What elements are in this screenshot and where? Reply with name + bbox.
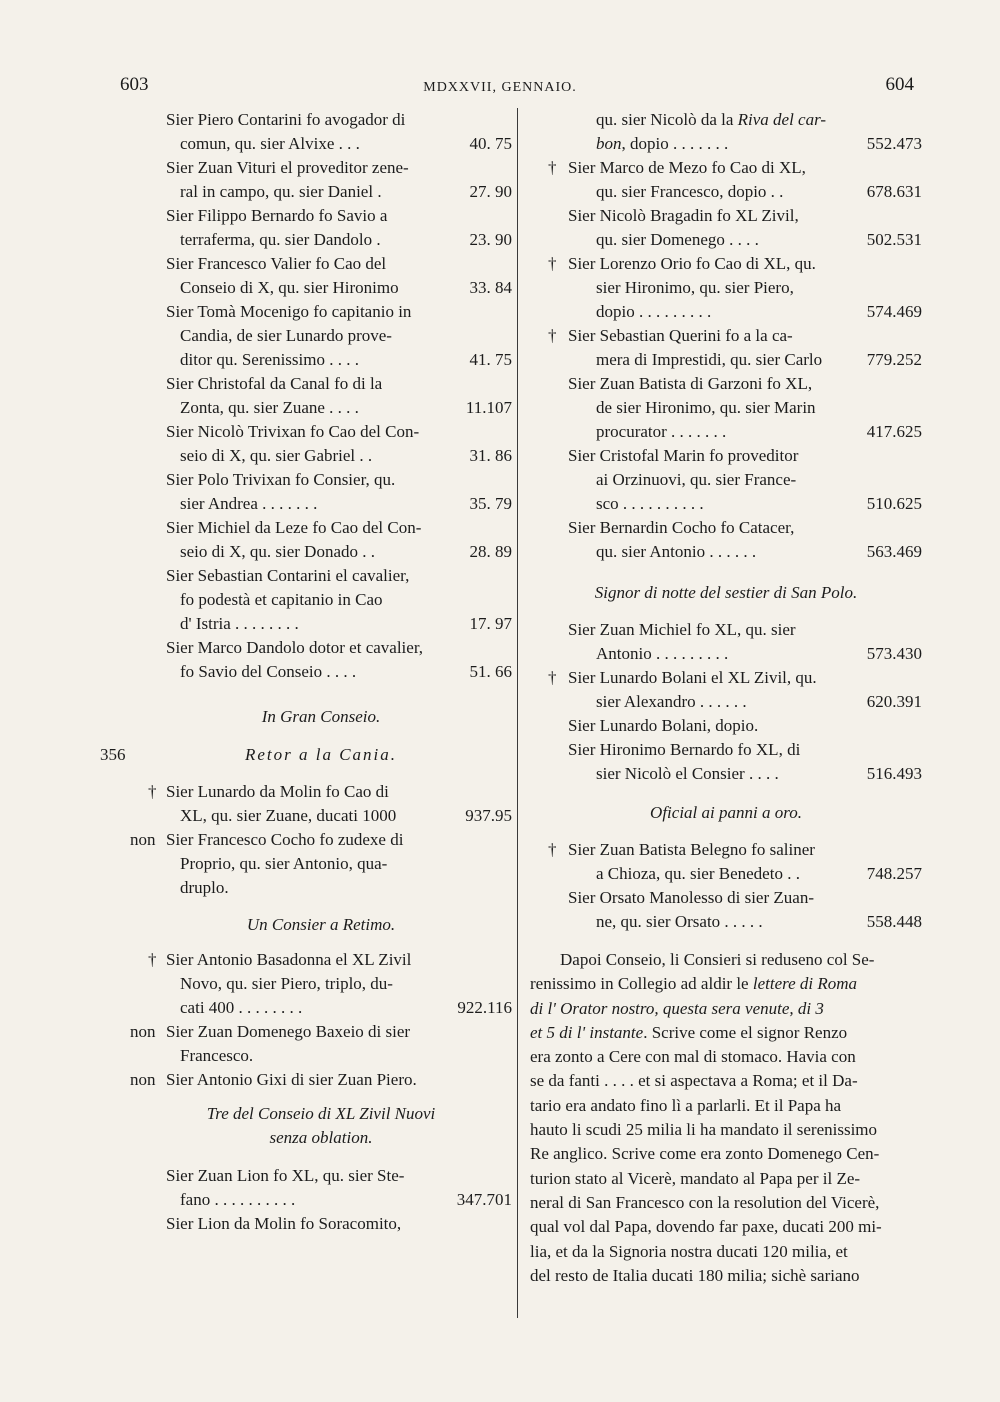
list-item	[530, 252, 922, 324]
entry-amount: 31. 86	[469, 446, 512, 465]
list-item	[130, 1164, 512, 1212]
list-item	[530, 738, 922, 786]
entry-amount: 417.625	[866, 422, 922, 441]
entry-line: Antonio . . . . . . . . . 573.430	[530, 642, 922, 666]
list-item	[130, 420, 512, 468]
section-heading: senza oblation.	[269, 1128, 373, 1147]
entry-amount: 35. 79	[469, 494, 512, 513]
left-column	[100, 108, 512, 1236]
entry-amount: 922.116	[457, 998, 512, 1017]
entry-amount: 40. 75	[469, 134, 512, 153]
entry-amount: 558.448	[866, 912, 922, 931]
entry-amount: 28. 89	[469, 542, 512, 561]
entry-line: Sier Cristofal Marin fo proveditor	[568, 446, 799, 465]
entry-line: Sier Lion da Molin fo Soracomito,	[166, 1214, 402, 1233]
list-item	[530, 886, 922, 934]
right-column	[530, 108, 922, 1288]
entry-line: Sier Zuan Michiel fo XL, qu. sier	[568, 620, 796, 639]
section-heading: In Gran Conseio.	[261, 707, 381, 726]
entry-line: ral in campo, qu. sier Daniel . 27. 90	[130, 180, 512, 204]
entry-line: Sier Hironimo Bernardo fo XL, di	[568, 740, 801, 759]
list-item	[130, 204, 512, 252]
entry-line: Proprio, qu. sier Antonio, qua-	[180, 854, 388, 873]
entry-amount: 552.473	[866, 134, 922, 153]
entry-line: mera di Imprestidi, qu. sier Carlo 779.252	[530, 348, 922, 372]
entry-amount: 51. 66	[469, 662, 512, 681]
entry-line: Sier Francesco Valier fo Cao del	[166, 254, 387, 273]
entry-line: sier Nicolò el Consier . . . . 516.493	[530, 762, 922, 786]
elected-mark: †	[548, 840, 557, 859]
elected-mark: †	[548, 326, 557, 345]
entry-line: qu. sier Domenego . . . . 502.531	[530, 228, 922, 252]
entry-amount: 510.625	[866, 494, 922, 513]
entry-line: d' Istria . . . . . . . . 17. 97	[130, 612, 512, 636]
margin-number: 356	[100, 745, 126, 764]
entry-line: Sier Orsato Manolesso di sier Zuan-	[568, 888, 814, 907]
entry-amount: 620.391	[866, 692, 922, 711]
entry-line: de sier Hironimo, qu. sier Marin	[596, 398, 816, 417]
entry-line: druplo.	[180, 878, 229, 897]
entry-line: ne, qu. sier Orsato . . . . . 558.448	[530, 910, 922, 934]
entry-line: ai Orzinuovi, qu. sier France-	[596, 470, 797, 489]
body-paragraph: Dapoi Conseio, li Consieri si reduseno col Se- renissimo in Collegio ad aldir le lettere di Roma di l' Orator nostro, questa sera venute, di 3 et 5 di l' instante. Scrive come el signor Renzo era zonto a Cere con mal di stomaco. Havia con se da fanti . . . . et si aspectava a Roma; et il Da- tario era andato fino lì a parlarli. Et il Papa ha hauto li scudi 25 milia li ha mandato il serenissimo Re anglico. Scrive come era zonto Domenego Cen- turion stato al Vicerè, mandato al Papa per il Ze- neral di San Francesco con la resolution del Vicerè, qual vol dal Papa, dovendo far paxe, ducati 200 mi- lia, et da la Signoria nostra ducati 120 milia, et del resto de Italia ducati 180 milia; sichè sariano	[530, 950, 882, 1285]
entry-line: † Sier Antonio Basadonna el XL Zivil	[130, 948, 512, 972]
entry-line: sier Hironimo, qu. sier Piero,	[596, 278, 794, 297]
entry-line: Sier Marco Dandolo dotor et cavalier,	[166, 638, 424, 657]
entry-line: sco . . . . . . . . . . 510.625	[530, 492, 922, 516]
entry-line: a Chioza, qu. sier Benedeto . . 748.257	[530, 862, 922, 886]
section-heading: Signor di notte del sestier di San Polo.	[594, 583, 858, 602]
entry-line: Sier Tomà Mocenigo fo capitanio in	[166, 302, 412, 321]
column-divider	[517, 108, 518, 1318]
entry-amount: 779.252	[866, 350, 922, 369]
section-heading: Tre del Conseio di XL Zivil Nuovi	[206, 1104, 436, 1123]
entry-line: qu. sier Nicolò da la Riva del car-	[596, 110, 827, 129]
list-item	[530, 666, 922, 714]
list-item	[530, 204, 922, 252]
list-item	[130, 108, 512, 156]
entry-line: Zonta, qu. sier Zuane . . . . 11.107	[130, 396, 512, 420]
entry-line: qu. sier Antonio . . . . . . 563.469	[530, 540, 922, 564]
entry-line: Sier Bernardin Cocho fo Catacer,	[568, 518, 795, 537]
list-item	[530, 108, 922, 156]
entry-line: Sier Filippo Bernardo fo Savio a	[166, 206, 388, 225]
list-item	[530, 156, 922, 204]
entry-amount: 11.107	[465, 398, 512, 417]
entry-line: Sier Piero Contarini fo avogador di	[166, 110, 406, 129]
entry-line: XL, qu. sier Zuane, ducati 1000 937.95	[130, 804, 512, 828]
entry-line: seio di X, qu. sier Gabriel . . 31. 86	[130, 444, 512, 468]
list-item	[530, 618, 922, 666]
entry-line: ditor qu. Serenissimo . . . . 41. 75	[130, 348, 512, 372]
entry-line: fo Savio del Conseio . . . . 51. 66	[130, 660, 512, 684]
entry-line: Candia, de sier Lunardo prove-	[180, 326, 392, 345]
rejected-mark: non	[130, 1022, 156, 1041]
entry-line: non Sier Zuan Domenego Baxeio di sier	[130, 1020, 512, 1044]
list-item	[530, 714, 922, 738]
list-item	[530, 444, 922, 516]
entry-line: Sier Sebastian Contarini el cavalier,	[166, 566, 410, 585]
running-header: MDXXVII, GENNAIO.	[423, 80, 577, 95]
entry-line: non Sier Antonio Gixi di sier Zuan Piero.	[130, 1068, 512, 1092]
entry-line: qu. sier Francesco, dopio . . 678.631	[530, 180, 922, 204]
list-item	[130, 468, 512, 516]
entry-amount: 41. 75	[469, 350, 512, 369]
entry-line: bon, dopio . . . . . . . 552.473	[530, 132, 922, 156]
entry-amount: 17. 97	[469, 614, 512, 633]
list-item	[130, 252, 512, 300]
entry-line: terraferma, qu. sier Dandolo . 23. 90	[130, 228, 512, 252]
entry-line: sier Andrea . . . . . . . 35. 79	[130, 492, 512, 516]
list-item	[530, 516, 922, 564]
list-item	[130, 372, 512, 420]
rejected-mark: non	[130, 830, 156, 849]
entry-amount: 27. 90	[469, 182, 512, 201]
entry-line: † Sier Sebastian Querini fo a la ca-	[530, 324, 922, 348]
entry-line: dopio . . . . . . . . . 574.469	[530, 300, 922, 324]
list-item	[530, 838, 922, 886]
entry-amount: 937.95	[465, 806, 512, 825]
list-item	[130, 300, 512, 372]
rejected-mark: non	[130, 1070, 156, 1089]
list-item	[130, 1068, 512, 1092]
entry-amount: 563.469	[866, 542, 922, 561]
entry-line: Francesco.	[180, 1046, 254, 1065]
list-item	[130, 156, 512, 204]
elected-mark: †	[548, 668, 557, 687]
entry-amount: 502.531	[866, 230, 922, 249]
elected-mark: †	[148, 950, 157, 969]
elected-mark: †	[548, 158, 557, 177]
entry-amount: 23. 90	[469, 230, 512, 249]
entry-line: † Sier Lunardo Bolani el XL Zivil, qu.	[530, 666, 922, 690]
entry-line: Conseio di X, qu. sier Hironimo 33. 84	[130, 276, 512, 300]
entry-amount: 573.430	[866, 644, 922, 663]
list-item	[130, 516, 512, 564]
list-item	[130, 564, 512, 636]
entry-amount: 748.257	[866, 864, 922, 883]
entry-line: Sier Lunardo Bolani, dopio.	[568, 716, 759, 735]
list-item	[130, 780, 512, 828]
entry-line: Sier Zuan Lion fo XL, qu. sier Ste-	[166, 1166, 405, 1185]
entry-line: Sier Polo Trivixan fo Consier, qu.	[166, 470, 396, 489]
list-item	[530, 324, 922, 372]
section-heading: 356 Retor a la Cania.	[130, 736, 512, 774]
list-item	[530, 372, 922, 444]
list-item	[130, 636, 512, 684]
entry-line: Sier Zuan Batista di Garzoni fo XL,	[568, 374, 813, 393]
entry-line: † Sier Marco de Mezo fo Cao di XL,	[530, 156, 922, 180]
entry-line: Sier Christofal da Canal fo di la	[166, 374, 383, 393]
entry-line: comun, qu. sier Alvixe . . . 40. 75	[130, 132, 512, 156]
entry-line: sier Alexandro . . . . . . 620.391	[530, 690, 922, 714]
entry-amount: 678.631	[866, 182, 922, 201]
entry-line: † Sier Zuan Batista Belegno fo saliner	[530, 838, 922, 862]
section-heading: Oficial ai panni a oro.	[650, 803, 802, 822]
entry-line: fano . . . . . . . . . . 347.701	[130, 1188, 512, 1212]
entry-line: non Sier Francesco Cocho fo zudexe di	[130, 828, 512, 852]
entry-line: fo podestà et capitanio in Cao	[180, 590, 383, 609]
list-item	[130, 1212, 512, 1236]
list-item	[130, 1020, 512, 1068]
entry-line: † Sier Lorenzo Orio fo Cao di XL, qu.	[530, 252, 922, 276]
elected-mark: †	[148, 782, 157, 801]
entry-line: Sier Zuan Vituri el proveditor zene-	[166, 158, 409, 177]
entry-line: Sier Nicolò Bragadin fo XL Zivil,	[568, 206, 799, 225]
entry-line: † Sier Lunardo da Molin fo Cao di	[130, 780, 512, 804]
entry-line: seio di X, qu. sier Donado . . 28. 89	[130, 540, 512, 564]
section-heading: Un Consier a Retimo.	[246, 915, 396, 934]
entry-amount: 347.701	[456, 1190, 512, 1209]
right-page-number: 604	[885, 74, 914, 95]
list-item	[130, 828, 512, 900]
entry-line: Sier Nicolò Trivixan fo Cao del Con-	[166, 422, 420, 441]
entry-amount: 574.469	[866, 302, 922, 321]
entry-amount: 33. 84	[469, 278, 512, 297]
entry-line: procurator . . . . . . . 417.625	[530, 420, 922, 444]
entry-line: Sier Michiel da Leze fo Cao del Con-	[166, 518, 422, 537]
left-page-number: 603	[120, 74, 149, 95]
entry-line: cati 400 . . . . . . . . 922.116	[130, 996, 512, 1020]
entry-amount: 516.493	[866, 764, 922, 783]
entry-line: Novo, qu. sier Piero, triplo, du-	[180, 974, 393, 993]
list-item	[130, 948, 512, 1020]
elected-mark: †	[548, 254, 557, 273]
